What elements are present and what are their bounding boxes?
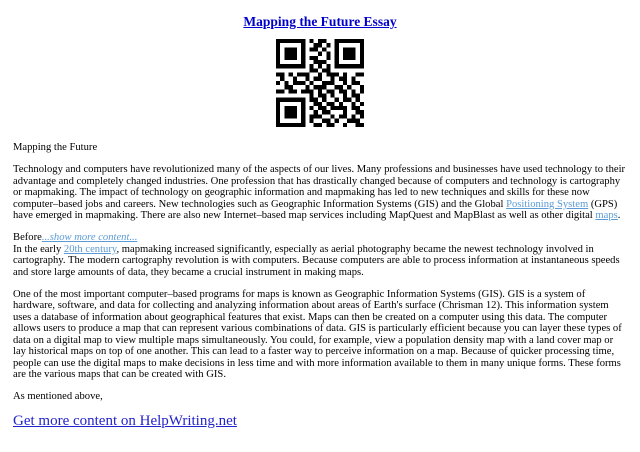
inline-link[interactable]: maps bbox=[595, 210, 618, 222]
qr-code-image bbox=[276, 39, 364, 127]
paragraph-gis: One of the most important computer–based programs for maps is known as Geographic Information Systems (GIS). GIS is a system of hardware, software, and data for collecting and analyzing information about areas of Earth's surface (Chrisman 12). This information system uses a database of information about geographical features that exist. Maps can then be created on a computer using this data. The computer allows users to produce a map that can represent various combinations of data. GIS is particularly efficient because you can layer these types of data on a digital map to view multiple maps simultaneously. You could, for example, view a population density map with a land cover map or lay historical maps on top of one another. This can lead to a faster way to perceive information on a map. Because of quicker processing time, people can use the digital maps to make decisions in less time and with more information available to them in many unique forms. These forms are the various maps that can be created with GIS. bbox=[13, 289, 622, 380]
footer-link[interactable]: Get more content on HelpWriting.net bbox=[13, 412, 237, 429]
inline-link[interactable]: Positioning System bbox=[506, 198, 589, 210]
essay-body bbox=[13, 142, 627, 428]
essay-heading: Mapping the Future bbox=[13, 142, 98, 153]
paragraph-history: In the early 20th century, mapmaking increased significantly, especially as aerial photography became the newest technology involved in cartography. The modern cartography revolution is with computers. Because computers are able to process information at instantaneous speeds and store large amounts of data, they became a crucial instrument in making maps. bbox=[13, 243, 620, 278]
essay-title-link[interactable]: Mapping the Future Essay bbox=[243, 14, 397, 29]
paragraph-intro: Technology and computers have revolutionized many of the aspects of our lives. Many professions and businesses have used technology to their advantage and completely changed industries. One profession that has drastically changed because of computers and technology is cartography or mapmaking. The impact of technology on geographic information and mapmaking has led to new techniques and skills for these now computer–based jobs and careers. New technologies such as Geographic Information Systems (GIS) and the Global Positioning System (GPS) have emerged in mapmaking. There are also new Internet–based map services including MapQuest and MapBlast as well as other digital maps. bbox=[13, 164, 626, 222]
inline-link[interactable]: 20th century bbox=[63, 243, 117, 255]
qr-code bbox=[276, 39, 364, 127]
inline-link[interactable]: ...show more content... bbox=[41, 232, 138, 244]
title-row bbox=[13, 13, 627, 30]
paragraph-as-mentioned: As mentioned above, bbox=[13, 391, 103, 403]
paragraph-show-more: Before...show more content... bbox=[13, 232, 138, 244]
